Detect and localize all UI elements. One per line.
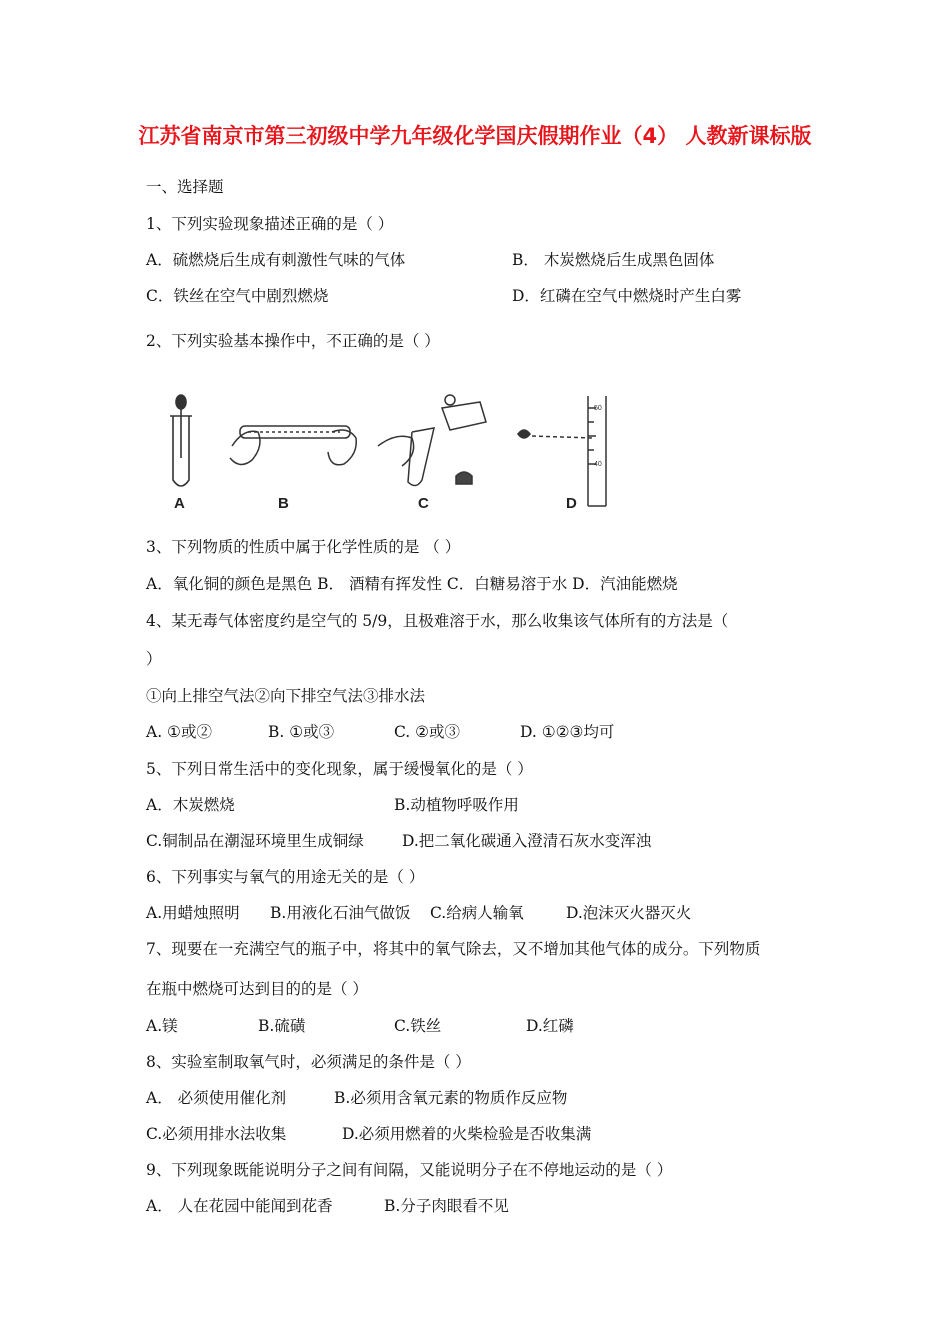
section-heading: 一、选择题	[146, 178, 224, 196]
question-7-option-c: C.铁丝	[394, 1017, 442, 1035]
question-5-option-d: D.把二氧化碳通入澄清石灰水变浑浊	[402, 832, 652, 850]
figure-label-b: B	[278, 495, 289, 512]
question-7-stem: 7、现要在一充满空气的瓶子中，将其中的氧气除去，又不增加其他气体的成分。下列物质	[146, 940, 761, 958]
question-2-stem: 2、下列实验基本操作中，不正确的是（ ）	[146, 332, 440, 350]
lab-operations-figure	[160, 388, 630, 516]
question-4-note: ①向上排空气法②向下排空气法③排水法	[146, 687, 426, 705]
question-8-option-a: A． 必须使用催化剂	[146, 1089, 287, 1107]
figure-b-hands-tube-icon	[230, 426, 356, 465]
question-5-option-b: B.动植物呼吸作用	[394, 796, 519, 814]
question-5-option-a: A．木炭燃烧	[146, 796, 235, 814]
figure-scale-top: 50	[594, 405, 602, 412]
question-4-stem-cont: ）	[146, 650, 162, 668]
question-4-option-b: B. ①或③	[268, 723, 335, 741]
question-1-stem: 1、下列实验现象描述正确的是（ ）	[146, 215, 394, 233]
question-6-option-c: C.给病人输氧	[430, 904, 524, 922]
figure-label-a: A	[174, 495, 185, 512]
question-6-stem: 6、下列事实与氧气的用途无关的是（ ）	[146, 868, 425, 886]
question-3-stem: 3、下列物质的性质中属于化学性质的是 （ ）	[146, 538, 461, 556]
question-8-option-d: D.必须用燃着的火柴检验是否收集满	[342, 1125, 592, 1143]
question-8-option-c: C.必须用排水法收集	[146, 1125, 287, 1143]
figure-d-cylinder-reading-icon	[518, 396, 606, 506]
figure-scale-bottom: 40	[594, 461, 602, 468]
figure-c-pouring-icon	[378, 395, 486, 486]
question-9-option-b: B.分子肉眼看不见	[384, 1197, 509, 1215]
question-1-option-d: D．红磷在空气中燃烧时产生白雾	[512, 287, 742, 305]
question-6-option-d: D.泡沫灭火器灭火	[566, 904, 692, 922]
question-1-option-c: C．铁丝在空气中剧烈燃烧	[146, 287, 329, 305]
question-4-option-a: A. ①或②	[146, 723, 212, 741]
question-7-stem-cont: 在瓶中燃烧可达到目的的是（ ）	[146, 980, 368, 998]
question-7-option-d: D.红磷	[526, 1017, 574, 1035]
question-8-option-b: B.必须用含氧元素的物质作反应物	[334, 1089, 568, 1107]
question-7-option-a: A.镁	[146, 1017, 178, 1035]
question-8-stem: 8、实验室制取氧气时，必须满足的条件是（ ）	[146, 1053, 471, 1071]
figure-label-d: D	[566, 495, 577, 512]
question-6-option-b: B.用液化石油气做饭	[270, 904, 411, 922]
question-1-option-a: A．硫燃烧后生成有刺激性气味的气体	[146, 251, 406, 269]
question-6-option-a: A.用蜡烛照明	[146, 904, 240, 922]
question-9-option-a: A． 人在花园中能闻到花香	[146, 1197, 333, 1215]
question-1-option-b: B． 木炭燃烧后生成黑色固体	[512, 251, 715, 269]
question-5-stem: 5、下列日常生活中的变化现象，属于缓慢氧化的是（ ）	[146, 760, 533, 778]
figure-a-dropper-icon	[170, 395, 192, 486]
question-4-stem: 4、某无毒气体密度约是空气的 5/9，且极难溶于水，那么收集该气体所有的方法是（	[146, 612, 729, 630]
question-9-stem: 9、下列现象既能说明分子之间有间隔，又能说明分子在不停地运动的是（ ）	[146, 1161, 673, 1179]
question-7-option-b: B.硫磺	[258, 1017, 306, 1035]
question-4-option-d: D. ①②③均可	[520, 723, 615, 741]
question-4-option-c: C. ②或③	[394, 723, 461, 741]
page-title: 江苏省南京市第三初级中学九年级化学国庆假期作业（4） 人教新课标版	[138, 124, 812, 148]
figure-label-c: C	[418, 495, 429, 512]
question-3-options: A．氧化铜的颜色是黑色 B． 酒精有挥发性 C．白糖易溶于水 D．汽油能燃烧	[146, 575, 678, 593]
question-5-option-c: C.铜制品在潮湿环境里生成铜绿	[146, 832, 364, 850]
